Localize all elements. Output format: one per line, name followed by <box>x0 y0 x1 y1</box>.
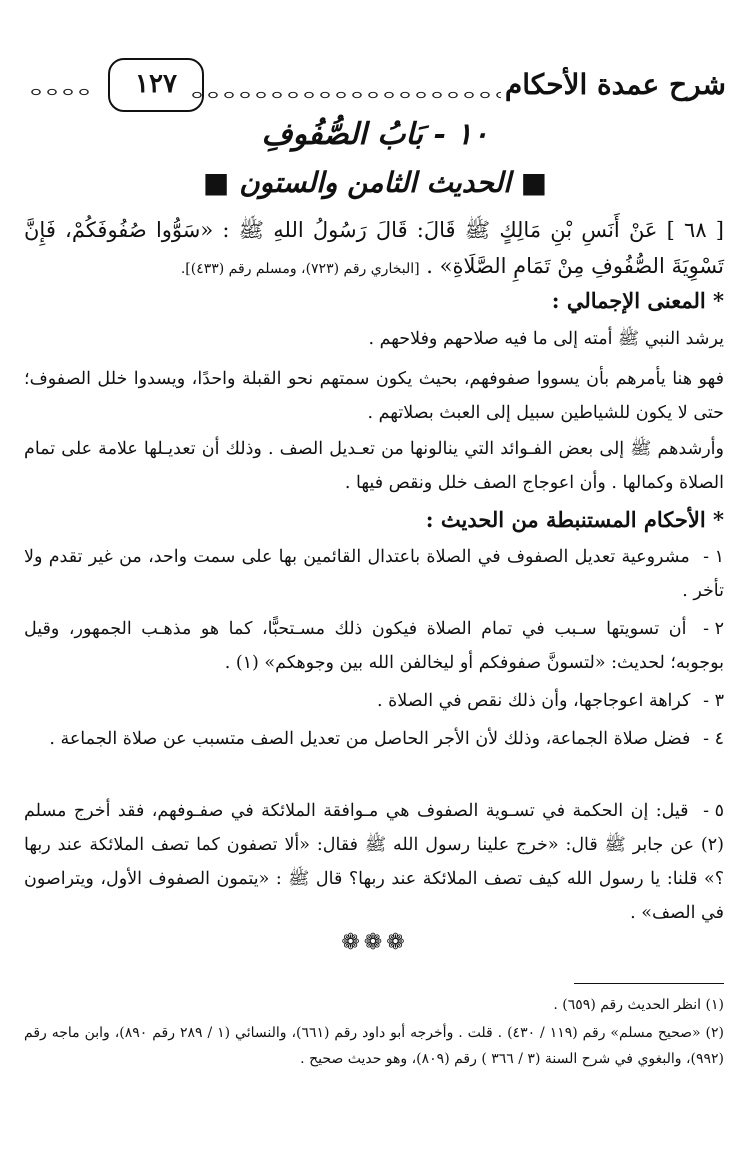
meaning-paragraph-1: يرشد النبي ﷺ أمته إلى ما فيه صلاحهم وفلاحهم . <box>368 329 724 349</box>
book-title: شرح عمدة الأحكام <box>504 68 726 101</box>
ruling-item <box>24 722 724 756</box>
chapter-title: ١٠ - بَابُ الصُّفُوفِ <box>261 117 489 152</box>
general-meaning-heading: * المعنى الإجمالي : <box>551 288 724 313</box>
ruling-number: ٣ - <box>703 691 724 711</box>
rulings-heading: * الأحكام المستنبطة من الحديث : <box>425 507 724 532</box>
ruling-text: فضل صلاة الجماعة، وذلك لأن الأجر الحاصل من تعديل الصف متسبب عن صلاة الجماعة . <box>49 729 691 749</box>
footnote-divider <box>574 983 724 984</box>
ruling-item <box>24 540 724 608</box>
page-number: ١٢٧ <box>108 58 204 112</box>
ruling-text: كراهة اعوجاجها، وأن ذلك نقص في الصلاة . <box>376 691 691 711</box>
ruling-item <box>24 612 724 680</box>
ruling-text: قيل: إن الحكمة في تسـوية الصفوف هي مـوافقة الملائكة في صفـوفهم، فقد أخرج مسلم (٢) عن جابر ﷺ قال: «خرج علينا رسول الله ﷺ فقال: «ألا تصفون كما تصف الملائكة عند ربها ؟» قلنا: يا رسول الله كيف تصف الملائكة عند ربها؟ قال ﷺ : «يتمون الصفوف الأول، ويتراصون في الصف» . <box>24 801 724 923</box>
meaning-paragraph-3: وأرشدهم ﷺ إلى بعض الفـوائد التي ينالونها من تعـديل الصف . وذلك أن تعديـلها علامة على تمام الصلاة وكمالها . وأن اعوجاج الصف خلل ونقص فيها . <box>24 439 724 493</box>
footnote-2: (٢) «صحيح مسلم» رقم (١١٩ / ٤٣٠) . قلت . وأخرجه أبو داود رقم (٦٦١)، والنسائي (١ / ٢٨٩ رقم ٨٩٠)، وابن ماجه رقم (٩٩٢)، والبغوي في شرح السنة (٣ / ٣٦٦ ) رقم (٨٠٩)، وهو حديث صحيح . <box>24 1025 725 1067</box>
ruling-number: ٥ - <box>703 801 724 821</box>
hadith-reference: [البخاري رقم (٧٢٣)، ومسلم رقم (٤٣٣)]. <box>180 261 420 277</box>
ruling-item <box>24 794 724 930</box>
section-separator: ❁❁❁ <box>341 930 409 955</box>
header-ornament <box>191 88 501 101</box>
hadith-body: [ ٦٨ ] عَنْ أَنَسِ بْنِ مَالِكٍ ﷺ قَالَ: قَالَ رَسُولُ اللهِ ﷺ : «سَوُّوا صُفُوفَكُمْ، فَإِنَّ تَسْوِيَةَ الصُّفُوفِ مِنْ تَمَامِ الصَّلَاةِ» . <box>24 218 724 278</box>
page-header <box>20 58 726 118</box>
ruling-number: ٤ - <box>703 729 724 749</box>
header-ornament-small <box>30 86 90 98</box>
ruling-item <box>24 684 724 718</box>
hadith-text <box>24 212 724 287</box>
footnote-1: (١) انظر الحديث رقم (٦٥٩) . <box>553 997 724 1013</box>
ruling-text: أن تسويتها سـبب في تمام الصلاة فيكون ذلك مسـتحبًّا، كما هو مذهـب الجمهور، وقيل بوجوبه؛ لحديث: «لتسونَّ صفوفكم أو ليخالفن الله بين وجوهكم» (١) . <box>24 619 724 673</box>
ruling-number: ١ - <box>703 547 724 567</box>
ruling-number: ٢ - <box>703 619 724 639</box>
hadith-title: ■ الحديث الثامن والستون ■ <box>202 166 548 199</box>
meaning-paragraph-2: فهو هنا يأمرهم بأن يسووا صفوفهم، بحيث يكون سمتهم نحو القبلة واحدًا، ويسدوا خلل الصفوف؛ حتى لا يكون للشياطين سبيل إلى العبث بصلاتهم . <box>24 369 724 423</box>
ruling-text: مشروعية تعديل الصفوف في الصلاة باعتدال القائمين بها على سمت واحد، من غير تقدم ولا تأخر . <box>24 547 724 601</box>
